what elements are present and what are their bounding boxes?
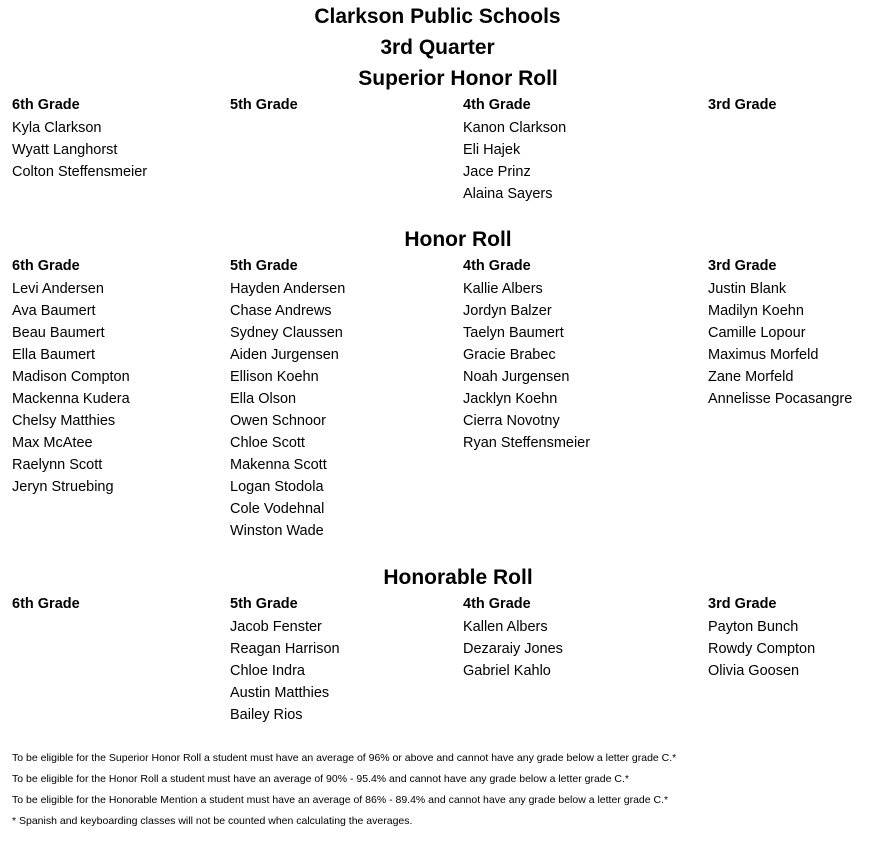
student-name: Payton Bunch <box>708 619 799 635</box>
student-list <box>708 278 852 410</box>
student-name: Hayden Andersen <box>230 281 346 297</box>
school-title: Clarkson Public Schools <box>314 5 561 28</box>
student-name: Zane Morfeld <box>708 369 794 385</box>
student-name: Jacob Fenster <box>230 619 322 635</box>
student-name: Jacklyn Koehn <box>463 391 558 407</box>
student-list <box>230 278 345 542</box>
student-list <box>230 616 340 726</box>
student-name: Winston Wade <box>230 523 324 539</box>
student-name: Colton Steffensmeier <box>12 164 148 180</box>
student-name: Gabriel Kahlo <box>463 663 551 679</box>
honor-roll-5th-grade-column <box>230 256 345 542</box>
honorable-roll-5th-grade-column <box>230 594 340 726</box>
honorable-roll-3rd-grade-column <box>708 594 815 682</box>
student-name: Logan Stodola <box>230 479 324 495</box>
student-name: Makenna Scott <box>230 457 327 473</box>
superior-honor-roll-title: Superior Honor Roll <box>358 67 558 90</box>
student-name: Sydney Claussen <box>230 325 343 341</box>
student-name: Noah Jurgensen <box>463 369 570 385</box>
student-name: Ryan Steffensmeier <box>463 435 591 451</box>
eligibility-footnotes <box>12 748 862 832</box>
student-name: Raelynn Scott <box>12 457 103 473</box>
student-name: Taelyn Baumert <box>463 325 564 341</box>
student-name: Ella Olson <box>230 391 297 407</box>
superior-honor-roll-5th-grade-column <box>230 95 298 117</box>
grade-heading: 6th Grade <box>12 596 80 612</box>
student-name: Eli Hajek <box>463 142 521 158</box>
superior-honor-roll-6th-grade-column <box>12 95 147 183</box>
student-name: Reagan Harrison <box>230 641 340 657</box>
student-name: Olivia Goosen <box>708 663 800 679</box>
student-list <box>463 117 566 205</box>
student-name: Jeryn Struebing <box>12 479 114 495</box>
honorable-roll-4th-grade-column <box>463 594 563 682</box>
grade-heading: 4th Grade <box>463 97 531 113</box>
honor-roll-3rd-grade-column <box>708 256 852 410</box>
grade-heading: 4th Grade <box>463 596 531 612</box>
student-name: Rowdy Compton <box>708 641 816 657</box>
student-name: Austin Matthies <box>230 685 330 701</box>
student-name: Kallen Albers <box>463 619 548 635</box>
honor-roll-title: Honor Roll <box>404 228 512 251</box>
grade-heading: 5th Grade <box>230 596 298 612</box>
superior-honor-roll-3rd-grade-column <box>708 95 777 117</box>
student-name: Chase Andrews <box>230 303 332 319</box>
student-name: Kanon Clarkson <box>463 120 567 136</box>
grade-heading: 3rd Grade <box>708 258 777 274</box>
grade-heading: 6th Grade <box>12 258 80 274</box>
student-name: Madison Compton <box>12 369 130 385</box>
student-name: Cole Vodehnal <box>230 501 325 517</box>
honorable-roll-6th-grade-column <box>12 594 80 616</box>
student-name: Dezaraiy Jones <box>463 641 563 657</box>
honor-roll-4th-grade-column <box>463 256 590 454</box>
student-name: Mackenna Kudera <box>12 391 130 407</box>
student-name: Madilyn Koehn <box>708 303 804 319</box>
superior-honor-roll-4th-grade-column <box>463 95 566 205</box>
quarter-title: 3rd Quarter <box>380 36 495 59</box>
honorable-roll-title: Honorable Roll <box>383 566 533 589</box>
grade-heading: 5th Grade <box>230 97 298 113</box>
student-name: Owen Schnoor <box>230 413 326 429</box>
student-name: Bailey Rios <box>230 707 303 723</box>
student-name: Max McAtee <box>12 435 93 451</box>
footnote-superior: To be eligible for the Superior Honor Roll a student must have an average of 96% or above and cannot have any grade below a letter grade C.* <box>12 752 677 764</box>
student-name: Kallie Albers <box>463 281 543 297</box>
student-name: Justin Blank <box>708 281 787 297</box>
student-name: Cierra Novotny <box>463 413 560 429</box>
student-name: Kyla Clarkson <box>12 120 102 136</box>
student-list <box>12 278 130 498</box>
student-name: Maximus Morfeld <box>708 347 819 363</box>
student-list <box>463 278 590 454</box>
student-name: Levi Andersen <box>12 281 104 297</box>
grade-heading: 6th Grade <box>12 97 80 113</box>
student-name: Ellison Koehn <box>230 369 319 385</box>
student-name: Camille Lopour <box>708 325 806 341</box>
student-name: Jace Prinz <box>463 164 531 180</box>
student-name: Aiden Jurgensen <box>230 347 339 363</box>
student-list <box>12 117 147 183</box>
student-name: Gracie Brabec <box>463 347 556 363</box>
student-name: Annelisse Pocasangre <box>708 391 853 407</box>
grade-heading: 3rd Grade <box>708 596 777 612</box>
grade-heading: 5th Grade <box>230 258 298 274</box>
honor-roll-6th-grade-column <box>12 256 130 498</box>
footnote-excluded-classes: * Spanish and keyboarding classes will not be counted when calculating the averages. <box>12 815 413 827</box>
footnote-honorable: To be eligible for the Honorable Mention a student must have an average of 86% - 89.4% and cannot have any grade below a letter grade C.* <box>12 794 669 806</box>
grade-heading: 4th Grade <box>463 258 531 274</box>
student-name: Chelsy Matthies <box>12 413 116 429</box>
student-name: Ella Baumert <box>12 347 96 363</box>
student-name: Chloe Indra <box>230 663 305 679</box>
student-name: Ava Baumert <box>12 303 96 319</box>
grade-heading: 3rd Grade <box>708 97 777 113</box>
student-name: Wyatt Langhorst <box>12 142 118 158</box>
student-name: Jordyn Balzer <box>463 303 552 319</box>
student-name: Alaina Sayers <box>463 186 553 202</box>
student-list <box>463 616 563 682</box>
student-list <box>708 616 815 682</box>
footnote-honor: To be eligible for the Honor Roll a student must have an average of 90% - 95.4% and cannot have any grade below a letter grade C.* <box>12 773 629 785</box>
student-name: Beau Baumert <box>12 325 105 341</box>
student-name: Chloe Scott <box>230 435 305 451</box>
